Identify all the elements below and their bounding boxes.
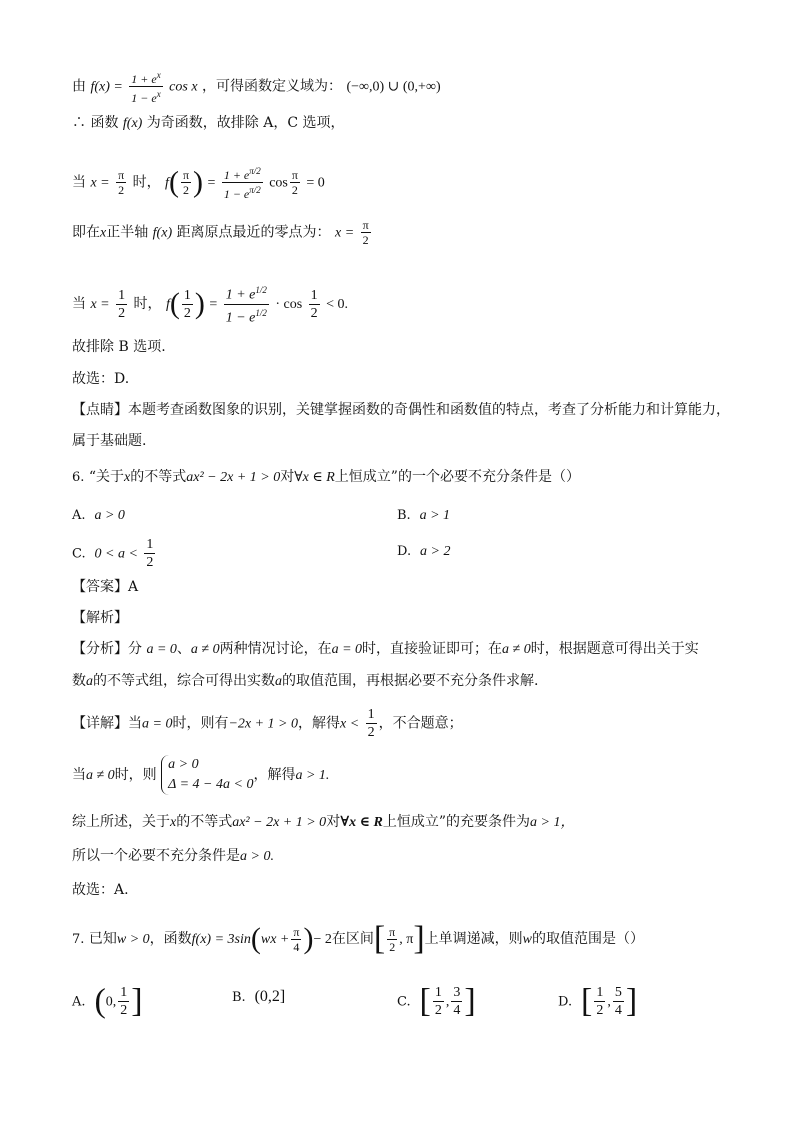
numerator: π: [362, 218, 369, 232]
fraction: [594, 984, 605, 1019]
fraction: [291, 925, 301, 954]
numerator: 1 + e: [223, 168, 250, 182]
fraction: [366, 706, 377, 741]
variable: x: [170, 815, 177, 830]
option-label: C.: [72, 546, 86, 562]
numerator: 1: [596, 985, 604, 1000]
option-d[interactable]: [397, 541, 450, 562]
x-eq: x =: [335, 225, 355, 241]
text: 故选：D.: [72, 371, 130, 387]
variable: x: [100, 225, 107, 241]
denominator: 2: [146, 555, 154, 570]
detail-line-1: [72, 706, 463, 741]
domain-expression: (−∞,0) ∪ (0,+∞): [346, 79, 441, 95]
interval-start: 0,: [105, 994, 117, 1010]
option-label: D.: [558, 994, 573, 1010]
analysis-line-2: [72, 671, 538, 692]
denominator: 4: [614, 1003, 622, 1018]
constant: − 2: [313, 932, 332, 947]
eval-half-line: 当 x = $\frac{1}{2}$ 时， f( $\frac{1}{2}$ ) = $\frac{1 + e^{1/2}}{1 - e^{1/2}}$ · cos $\frac{1}{2}$ < 0.: [72, 282, 348, 326]
function-label: f: [165, 297, 170, 313]
text: 上单调递减，则: [424, 931, 523, 947]
numerator: π: [293, 924, 300, 939]
text: 在区间: [331, 931, 374, 947]
text: ，解得: [298, 715, 341, 732]
text: 为奇函数，故排除 A，C 选项，: [146, 115, 345, 131]
numerator: 1: [310, 287, 318, 303]
fraction: [182, 287, 193, 322]
denominator: 4: [453, 1003, 461, 1018]
numerator: π: [118, 168, 125, 182]
fraction: [116, 168, 126, 197]
numerator: π: [182, 168, 189, 182]
fraction: [116, 287, 127, 322]
text: 已知: [88, 931, 117, 947]
text: 、: [176, 641, 191, 657]
exclude-b-line: [72, 337, 166, 357]
text: 故选：A.: [72, 882, 129, 898]
section-tag: 【点睛】: [72, 402, 128, 418]
text: ，可得函数定义域为：: [202, 78, 343, 95]
numerator: 1: [146, 537, 154, 552]
text: ∴ 函数: [72, 115, 119, 131]
answer: 【答案】A: [72, 579, 139, 595]
numerator: π: [389, 924, 396, 939]
fraction: [451, 984, 462, 1019]
text: 当: [72, 296, 86, 313]
text: 当: [72, 767, 86, 783]
result: a > 0.: [240, 849, 274, 864]
inequality: ax² − 2x + 1 > 0: [232, 815, 327, 830]
denominator: 2: [183, 305, 191, 321]
denominator: 1 − e: [225, 310, 256, 326]
quantifier: ∀x ∈ R: [294, 470, 335, 485]
option-label: B.: [397, 508, 411, 523]
exponent: x: [156, 89, 161, 99]
cos-term: · cos: [275, 297, 303, 313]
domain-line: [72, 68, 441, 105]
quantifier: ∀x ∈ R: [340, 815, 383, 830]
fraction: [144, 536, 155, 571]
result: a > 1.: [295, 768, 330, 783]
text: ，函数: [149, 931, 192, 947]
variable: a: [275, 674, 282, 689]
text: 时，直接验证即可；在: [362, 641, 503, 657]
text: 时，则: [114, 767, 157, 783]
fraction: [613, 984, 624, 1019]
q7-option-b[interactable]: [232, 987, 285, 1008]
fraction: [387, 925, 397, 954]
text: 时，: [133, 296, 162, 313]
fraction: [361, 218, 371, 247]
text: 距离原点最近的零点为：: [176, 224, 331, 241]
option-expression: a > 0: [94, 508, 125, 523]
inequality: < 0.: [326, 297, 348, 313]
text: 时，则有: [172, 715, 229, 732]
inequality: x <: [340, 716, 360, 732]
section-tag: 【详解】: [72, 715, 128, 732]
text: 时，: [132, 174, 161, 191]
text: 上恒成立”的一个必要不充分条件是（）: [334, 469, 580, 485]
text: ，解得: [253, 767, 296, 783]
x-eq: x =: [90, 175, 110, 191]
numerator: 1: [118, 287, 126, 303]
function-label: f: [165, 175, 169, 191]
q7-option-d[interactable]: D. [ $\frac{1}{2}$ , $\frac{5}{4}$ ]: [558, 982, 638, 1020]
option-label: A.: [72, 508, 86, 523]
text: 属于基础题.: [72, 433, 147, 449]
text: 分: [128, 641, 142, 657]
condition: a ≠ 0: [502, 642, 531, 657]
numerator: 3: [453, 985, 461, 1000]
cos-term: cos x: [169, 79, 198, 95]
fraction: [181, 168, 191, 197]
q7-option-a[interactable]: [72, 984, 143, 1019]
question-number: 7.: [72, 932, 85, 947]
denominator: 2: [182, 183, 189, 197]
text: 本题考查函数图象的识别，关键掌握函数的奇偶性和函数值的特点，考查了分析能力和计算能力，: [128, 402, 730, 418]
fraction: [309, 287, 320, 322]
inequality-system: [161, 755, 253, 795]
fraction: [118, 984, 129, 1019]
exponent: π/2: [249, 185, 261, 195]
jiexi-line: [72, 608, 128, 628]
cos-term: cos: [269, 175, 288, 191]
text: 对: [280, 469, 295, 485]
variable: a: [86, 674, 93, 689]
denominator: 2: [118, 305, 126, 321]
exponent: x: [156, 70, 161, 80]
numerator: 1: [367, 707, 375, 722]
odd-function-line: [72, 113, 345, 134]
text: 的取值范围是（）: [531, 931, 644, 947]
bracket: ]: [131, 982, 143, 1020]
text: 上恒成立”的充要条件为: [382, 814, 531, 830]
numerator: 1 + e: [225, 287, 256, 303]
exponent: π/2: [249, 166, 261, 176]
zero-point-line: [72, 218, 373, 247]
numerator: 1: [183, 287, 191, 303]
denominator: 2: [120, 1003, 128, 1018]
text: 的不等式组，综合可得出实数: [93, 673, 275, 689]
function-label: f(x) = 3sin: [191, 932, 251, 947]
option-expression: a > 1: [419, 508, 451, 523]
function-label: f(x): [152, 225, 173, 241]
denominator: 1 − e: [131, 91, 157, 105]
denominator: 2: [291, 183, 298, 197]
condition: a ≠ 0: [190, 642, 220, 657]
denominator: 1 − e: [223, 187, 250, 201]
option-label: B.: [232, 990, 246, 1005]
function-label: f(x): [122, 116, 143, 131]
answer-line: [72, 577, 138, 597]
denominator: 2: [434, 1003, 442, 1018]
fraction: [222, 164, 263, 201]
text: “关于: [88, 469, 125, 485]
option-c[interactable]: [72, 536, 157, 571]
denominator: 2: [310, 305, 318, 321]
text: 即在: [72, 224, 100, 241]
text: 的不等式: [130, 469, 187, 485]
text: 综上所述，关于: [72, 814, 170, 830]
section-tag: 【解析】: [72, 610, 128, 626]
choice-line: [72, 369, 129, 389]
detail-line-2: [72, 755, 329, 795]
question-number: 6.: [72, 470, 85, 485]
text: 正半轴: [106, 224, 149, 241]
text: 故排除 B 选项.: [72, 339, 166, 355]
option-b[interactable]: [397, 505, 450, 526]
denominator: 4: [293, 939, 300, 954]
question-6: [72, 467, 580, 488]
option-label: C.: [397, 994, 411, 1010]
system-row: a > 0: [168, 757, 199, 772]
fraction: [290, 168, 300, 197]
text: 的取值范围，再根据必要不充分条件求解.: [282, 673, 539, 689]
numerator: 1 + e: [131, 72, 157, 86]
x-eq: x =: [90, 297, 110, 313]
choice-line-6: [72, 880, 129, 900]
numerator: 5: [614, 985, 622, 1000]
text: 当: [128, 715, 142, 732]
exponent: 1/2: [255, 307, 267, 318]
section-tag: 【分析】: [72, 641, 128, 657]
conclusion-line: [72, 846, 274, 867]
condition: a = 0: [142, 716, 173, 732]
fraction: [224, 282, 269, 326]
exponent: 1/2: [255, 285, 267, 295]
condition: a ≠ 0: [86, 768, 115, 783]
dianjing-line-2: [72, 431, 146, 451]
denominator: 2: [596, 1003, 604, 1018]
equals-zero: = 0: [306, 175, 325, 191]
result: a > 1，: [530, 815, 575, 830]
option-expression: (0,2]: [254, 988, 286, 1005]
text: 数: [72, 673, 86, 689]
fraction: [129, 68, 162, 105]
text: 当: [72, 174, 86, 191]
inequality: −2x + 1 > 0: [228, 716, 299, 732]
text: 的不等式: [176, 814, 233, 830]
variable: x: [124, 470, 131, 485]
eval-pi-half-line: 当 x = $\frac{\pi}{2}$ 时， f( $\frac{\pi}{2}$ ) = $\frac{1 + e^{\pi/2}}{1 - e^{\pi/2}}$ cos $\frac{\pi}{2}$ = 0: [72, 165, 325, 201]
question-7: 7. 已知w > 0，函数f(x) = 3sin(wx + $\frac{\pi}{4}$ )− 2在区间[ $\frac{\pi}{2}$ , π]上单调递减，则w的取值范围是（）: [72, 920, 644, 957]
text: 所以一个必要不充分条件是: [72, 848, 240, 864]
denominator: 2: [118, 183, 125, 197]
text: ，不合题意；: [378, 715, 463, 732]
option-expression: 0 < a <: [94, 546, 138, 562]
numerator: 1: [434, 985, 442, 1000]
fraction: [433, 984, 444, 1019]
dianjing-line: [72, 400, 730, 420]
denominator: 2: [367, 725, 375, 740]
analysis-line-1: [72, 639, 699, 660]
option-label: D.: [397, 544, 412, 559]
numerator: π: [291, 168, 298, 182]
interval-end: , π: [399, 932, 414, 947]
system-row: Δ = 4 − 4a < 0: [168, 777, 254, 792]
numerator: 1: [120, 985, 128, 1000]
denominator: 2: [389, 939, 396, 954]
option-label: A.: [72, 994, 86, 1010]
text: 由: [72, 78, 86, 95]
option-expression: a > 2: [420, 544, 451, 559]
inequality: ax² − 2x + 1 > 0: [186, 470, 281, 485]
condition: a = 0: [331, 642, 363, 657]
q7-option-c[interactable]: C. [ $\frac{1}{2}$ , $\frac{3}{4}$ ]: [397, 982, 476, 1020]
denominator: 2: [362, 233, 369, 247]
option-a[interactable]: [72, 505, 125, 526]
condition: w > 0: [116, 932, 150, 947]
function-label: f(x) =: [90, 79, 123, 95]
argument: wx +: [260, 932, 290, 947]
text: 两种情况讨论，在: [219, 641, 332, 657]
summary-line: [72, 812, 575, 833]
condition: a = 0: [146, 642, 177, 657]
variable: w: [522, 932, 532, 947]
bracket: (: [94, 982, 106, 1020]
text: 对: [326, 814, 341, 830]
text: 时，根据题意可得出关于实: [530, 641, 699, 657]
